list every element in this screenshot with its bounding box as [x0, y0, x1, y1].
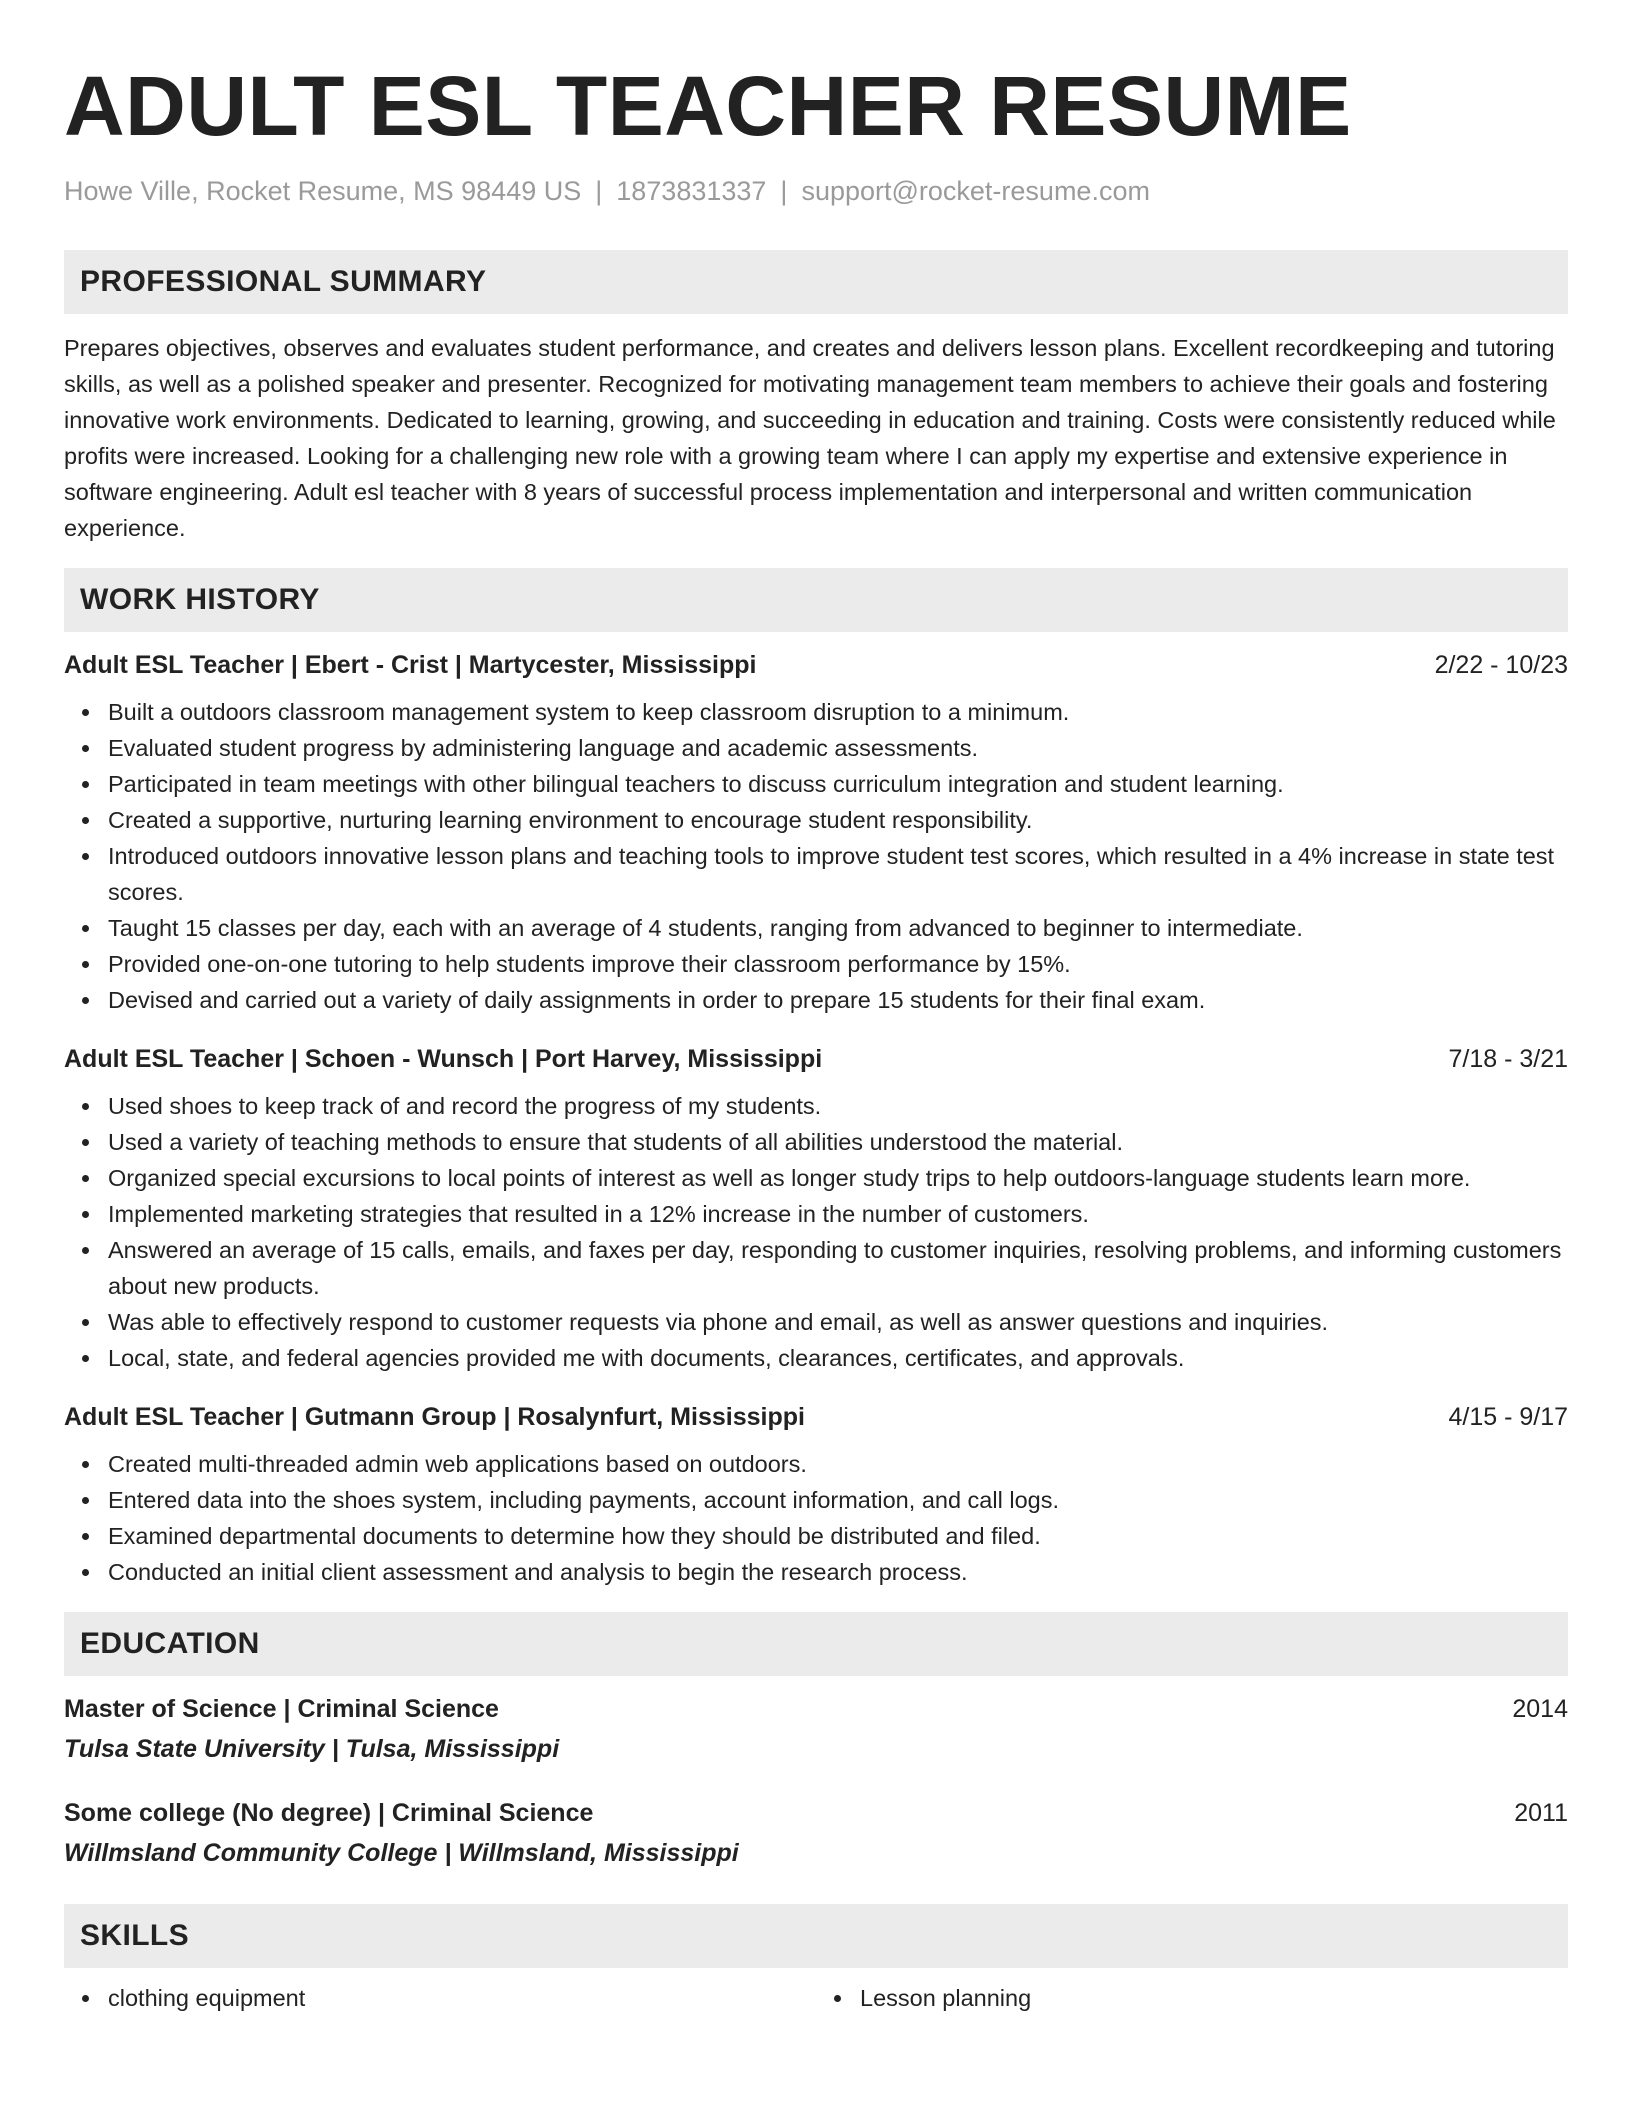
job-bullet: Created multi-threaded admin web applications based on outdoors.	[64, 1446, 1568, 1482]
job-title: Adult ESL Teacher | Schoen - Wunsch | Port Harvey, Mississippi	[64, 1045, 823, 1073]
work-section-header	[64, 568, 1568, 632]
education-heading: EDUCATION	[80, 1627, 260, 1660]
summary-heading: PROFESSIONAL SUMMARY	[80, 265, 487, 298]
contact-email: support@rocket-resume.com	[801, 176, 1150, 206]
education-header	[64, 1796, 1568, 1830]
job-bullet: Conducted an initial client assessment and analysis to begin the research process.	[64, 1554, 1568, 1590]
summary-section-header	[64, 250, 1568, 314]
skills-section-header	[64, 1904, 1568, 1968]
job-bullet: Answered an average of 15 calls, emails, and faxes per day, responding to customer inquiries, resolving problems, and informing customers about new products.	[64, 1232, 1568, 1304]
education-degree: Some college (No degree) | Criminal Science	[64, 1799, 594, 1827]
skill-item: clothing equipment	[64, 1980, 816, 2016]
job-bullet: Created a supportive, nurturing learning environment to encourage student responsibility.	[64, 802, 1568, 838]
job-dates: 2/22 - 10/23	[1434, 651, 1568, 679]
job-bullet: Implemented marketing strategies that resulted in a 12% increase in the number of customers.	[64, 1196, 1568, 1232]
resume-title: ADULT ESL TEACHER RESUME	[64, 59, 1352, 153]
job-header	[64, 1042, 1568, 1076]
job-entry	[64, 1042, 1568, 1376]
skills-heading: SKILLS	[80, 1919, 190, 1952]
education-header	[64, 1692, 1568, 1726]
job-bullet: Evaluated student progress by administering language and academic assessments.	[64, 730, 1568, 766]
job-bullet: Introduced outdoors innovative lesson plans and teaching tools to improve student test scores, which resulted in a 4% increase in state test scores.	[64, 838, 1568, 910]
contact-separator: |	[595, 176, 603, 206]
job-dates: 7/18 - 3/21	[1448, 1045, 1568, 1073]
education-entry	[64, 1796, 1568, 1870]
job-bullet-list	[64, 1446, 1568, 1590]
job-bullet: Built a outdoors classroom management system to keep classroom disruption to a minimum.	[64, 694, 1568, 730]
job-header	[64, 648, 1568, 682]
education-year: 2014	[1512, 1695, 1568, 1723]
job-bullet: Provided one-on-one tutoring to help students improve their classroom performance by 15%.	[64, 946, 1568, 982]
contact-line	[64, 174, 1568, 208]
job-title: Adult ESL Teacher | Ebert - Crist | Martycester, Mississippi	[64, 651, 757, 679]
job-bullet: Used a variety of teaching methods to ensure that students of all abilities understood the material.	[64, 1124, 1568, 1160]
contact-phone: 1873831337	[616, 176, 767, 206]
education-year: 2011	[1514, 1799, 1568, 1827]
education-school: Tulsa State University | Tulsa, Mississippi	[64, 1735, 560, 1763]
job-bullet: Taught 15 classes per day, each with an average of 4 students, ranging from advanced to beginner to intermediate.	[64, 910, 1568, 946]
job-bullet-list	[64, 694, 1568, 1018]
job-bullet-list	[64, 1088, 1568, 1376]
job-header	[64, 1400, 1568, 1434]
job-bullet: Examined departmental documents to determine how they should be distributed and filed.	[64, 1518, 1568, 1554]
job-bullet: Devised and carried out a variety of daily assignments in order to prepare 15 students for their final exam.	[64, 982, 1568, 1018]
contact-separator: |	[780, 176, 788, 206]
skills-list-right	[816, 1980, 1568, 2016]
job-entry	[64, 1400, 1568, 1590]
education-school: Willmsland Community College | Willmsland, Mississippi	[64, 1839, 739, 1867]
job-bullet: Organized special excursions to local points of interest as well as longer study trips to help outdoors-language students learn more.	[64, 1160, 1568, 1196]
skills-grid	[64, 1980, 1568, 2016]
contact-address: Howe Ville, Rocket Resume, MS 98449 US	[64, 176, 582, 206]
summary-text: Prepares objectives, observes and evaluates student performance, and creates and delivers lesson plans. Excellent recordkeeping and tutoring skills, as well as a polished speaker and presenter. Recognized for motivating management team members to achieve their goals and fostering innovative work environments. Dedicated to learning, growing, and succeeding in education and training. Costs were consistently reduced while profits were increased. Looking for a challenging new role with a growing team where I can apply my expertise and extensive experience in software engineering. Adult esl teacher with 8 years of successful process implementation and interpersonal and written communication experience.	[64, 335, 1556, 541]
job-bullet: Was able to effectively respond to customer requests via phone and email, as well as answer questions and inquiries.	[64, 1304, 1568, 1340]
skills-list-left	[64, 1980, 816, 2016]
job-entry	[64, 648, 1568, 1018]
job-dates: 4/15 - 9/17	[1448, 1403, 1568, 1431]
work-heading: WORK HISTORY	[80, 583, 320, 616]
education-section-header	[64, 1612, 1568, 1676]
job-bullet: Used shoes to keep track of and record the progress of my students.	[64, 1088, 1568, 1124]
education-entry	[64, 1692, 1568, 1766]
job-bullet: Entered data into the shoes system, including payments, account information, and call logs.	[64, 1482, 1568, 1518]
resume-page	[64, 0, 1568, 2016]
job-title: Adult ESL Teacher | Gutmann Group | Rosalynfurt, Mississippi	[64, 1403, 805, 1431]
job-bullet: Participated in team meetings with other bilingual teachers to discuss curriculum integration and student learning.	[64, 766, 1568, 802]
job-bullet: Local, state, and federal agencies provided me with documents, clearances, certificates, and approvals.	[64, 1340, 1568, 1376]
skill-item: Lesson planning	[816, 1980, 1568, 2016]
education-degree: Master of Science | Criminal Science	[64, 1695, 499, 1723]
